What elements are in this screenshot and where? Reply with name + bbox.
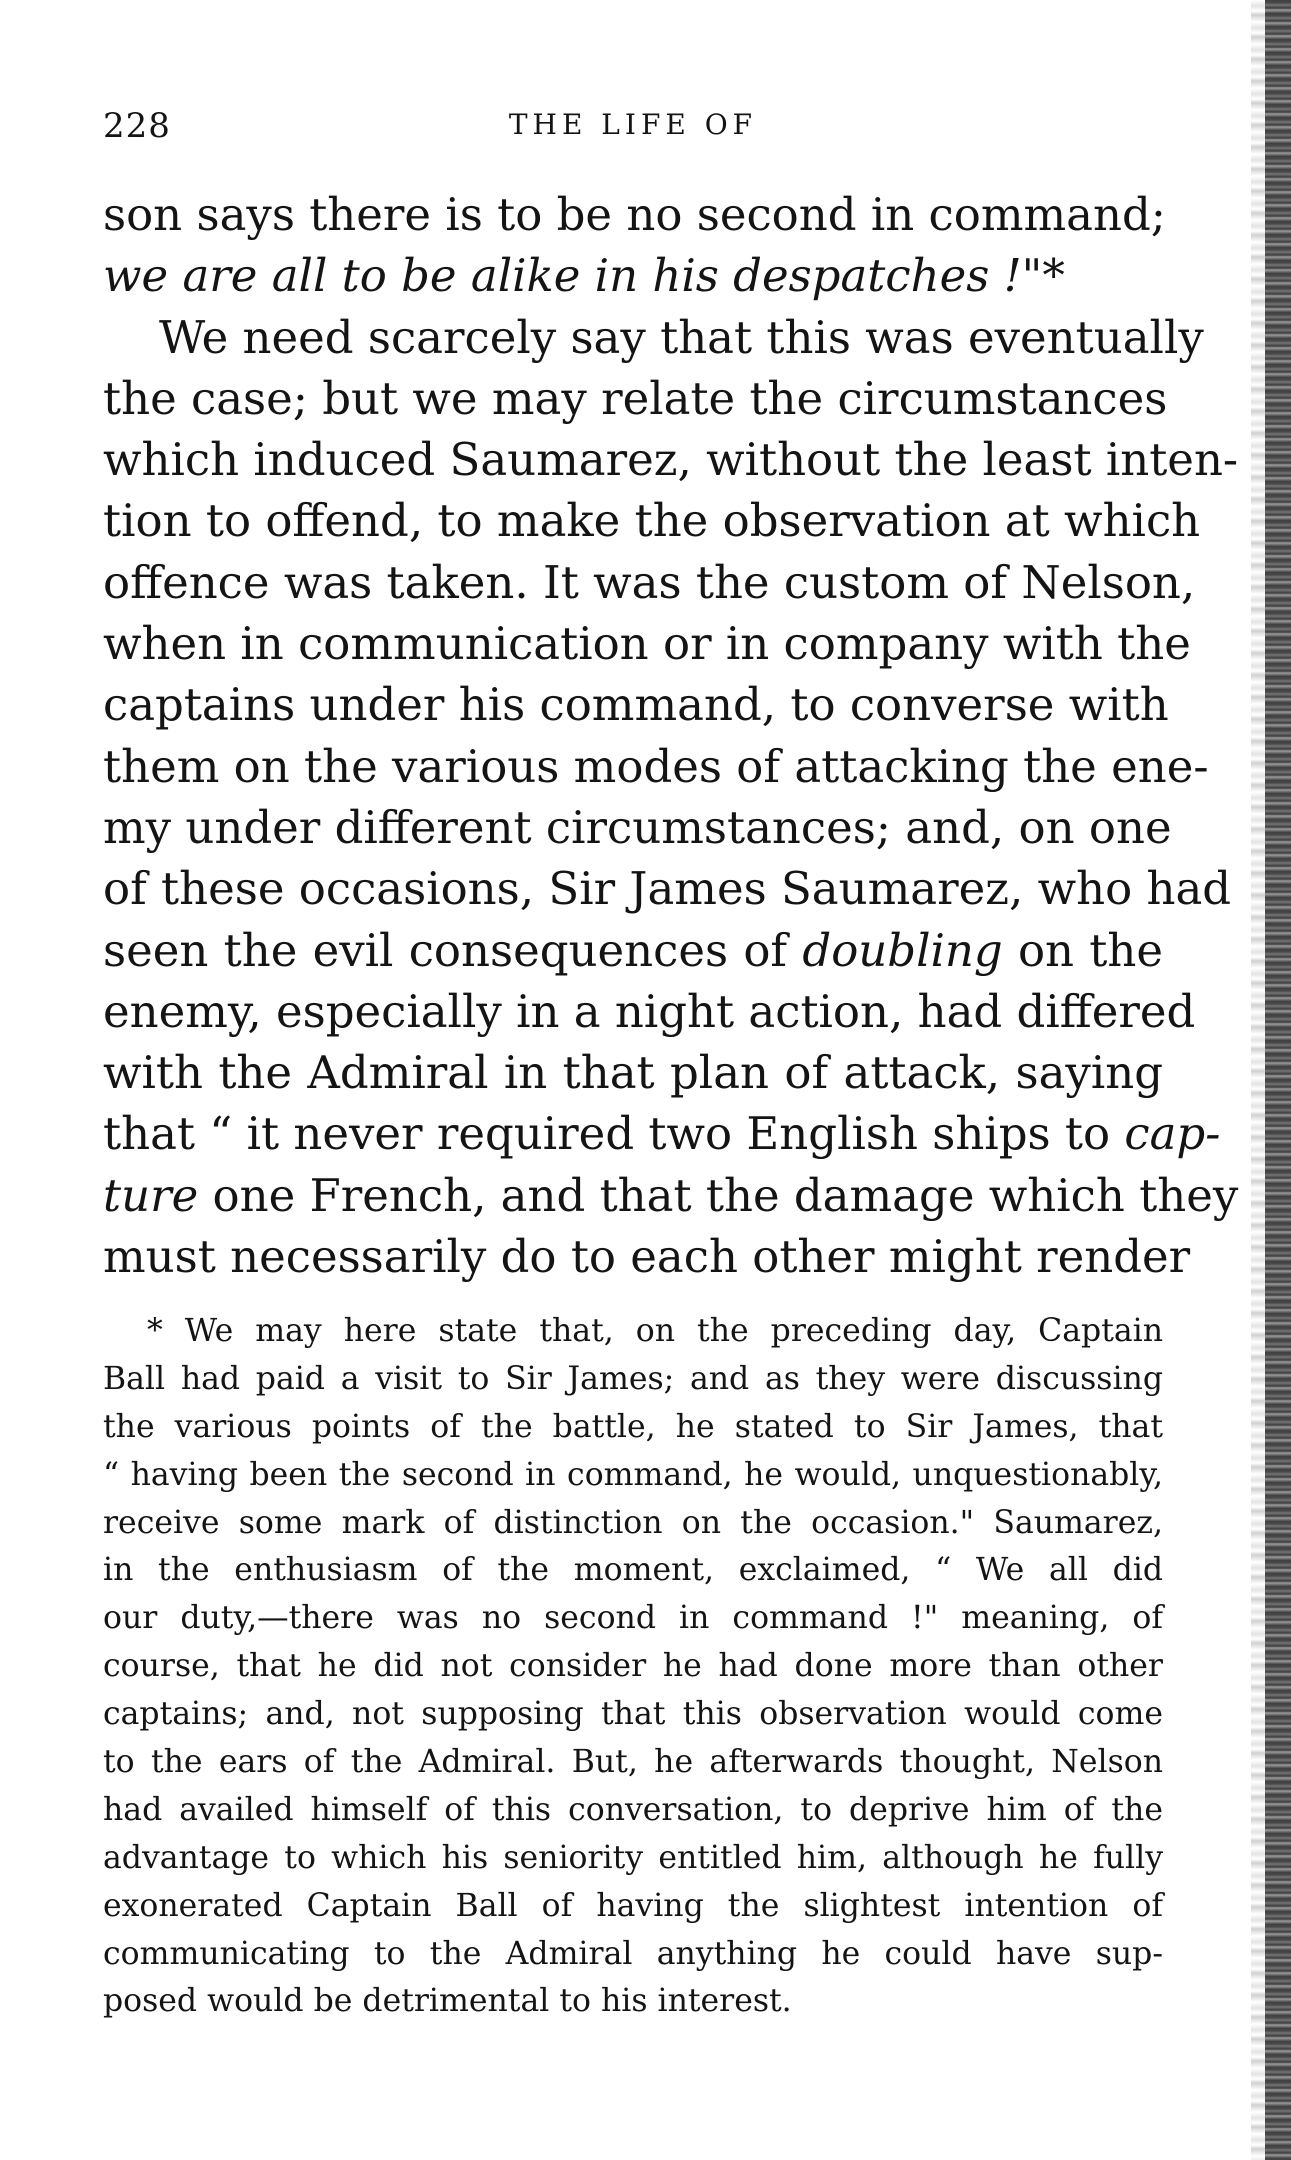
- footnote-line: receive some mark of distinction on the occasion." Saumarez,: [103, 1504, 1163, 1541]
- body-line: with the Admiral in that plan of attack, saying: [103, 1046, 1163, 1100]
- body-line: my under different circumstances; and, on one: [103, 800, 1172, 854]
- footnote-line: posed would be detrimental to his interest.: [103, 1983, 792, 2020]
- body-line: the case; but we may relate the circumstances: [103, 371, 1168, 425]
- body-line: ture one French, and that the damage which they: [103, 1168, 1239, 1222]
- italic-word: ture: [103, 1168, 199, 1222]
- body-line: seen the evil consequences of doubling on the: [103, 923, 1163, 977]
- footnote-line: in the enthusiasm of the moment, exclaimed, “ We all did: [103, 1552, 1163, 1589]
- page-number: 228: [103, 106, 171, 146]
- running-head: THE LIFE OF: [508, 108, 758, 141]
- body-line: son says there is to be no second in command;: [103, 188, 1166, 241]
- footnote-line: captains; and, not supposing that this observation would come: [103, 1696, 1163, 1733]
- page-edge-shadow: [1251, 0, 1265, 2160]
- footnote-line: communicating to the Admiral anything he could have sup-: [103, 1935, 1163, 1972]
- body-line: when in communication or in company with the: [103, 617, 1191, 671]
- footnote-line: the various points of the battle, he stated to Sir James, that: [103, 1408, 1163, 1445]
- body-line: tion to offend, to make the observation at which: [103, 494, 1201, 548]
- footnote-line: had availed himself of this conversation, to deprive him of the: [103, 1791, 1163, 1828]
- body-line: offence was taken. It was the custom of Nelson,: [103, 555, 1196, 609]
- body-line: We need scarcely say that this was eventually: [159, 310, 1204, 364]
- footnote-line: course, that he did not consider he had done more than other: [103, 1648, 1163, 1685]
- body-line: them on the various modes of attacking the ene-: [103, 739, 1209, 793]
- footnote-line: * We may here state that, on the preceding day, Captain: [147, 1313, 1163, 1349]
- body-line: [103, 245, 1163, 306]
- body-line-italic: we are all to be alike in his despatches !"*: [103, 249, 1065, 303]
- body-line: that “ it never required two English ships to cap-: [103, 1107, 1221, 1161]
- italic-word: doubling: [802, 923, 1003, 977]
- footnote-line: to the ears of the Admiral. But, he afterwards thought, Nelson: [103, 1744, 1163, 1781]
- footnote-line: advantage to which his seniority entitled him, although he fully: [103, 1839, 1163, 1876]
- body-line: which induced Saumarez, without the least inten-: [103, 433, 1239, 487]
- footnote-line: exonerated Captain Ball of having the slightest intention of: [103, 1887, 1163, 1924]
- footnote: [103, 1308, 1163, 2026]
- footnote-line: “ having been the second in command, he would, unquestionably,: [103, 1456, 1163, 1493]
- body-line: of these occasions, Sir James Saumarez, who had: [103, 862, 1232, 916]
- footnote-line: Ball had paid a visit to Sir James; and as they were discussing: [103, 1360, 1163, 1397]
- footnote-line: our duty,—there was no second in command !" meaning, of: [103, 1600, 1163, 1637]
- page-header: [103, 106, 1163, 150]
- book-spine: [1265, 0, 1291, 2160]
- body-text: [103, 184, 1239, 1287]
- body-line: captains under his command, to converse with: [103, 678, 1169, 732]
- italic-word: cap-: [1124, 1107, 1221, 1161]
- body-line: enemy, especially in a night action, had differed: [103, 984, 1196, 1038]
- body-line: must necessarily do to each other might render: [103, 1230, 1191, 1284]
